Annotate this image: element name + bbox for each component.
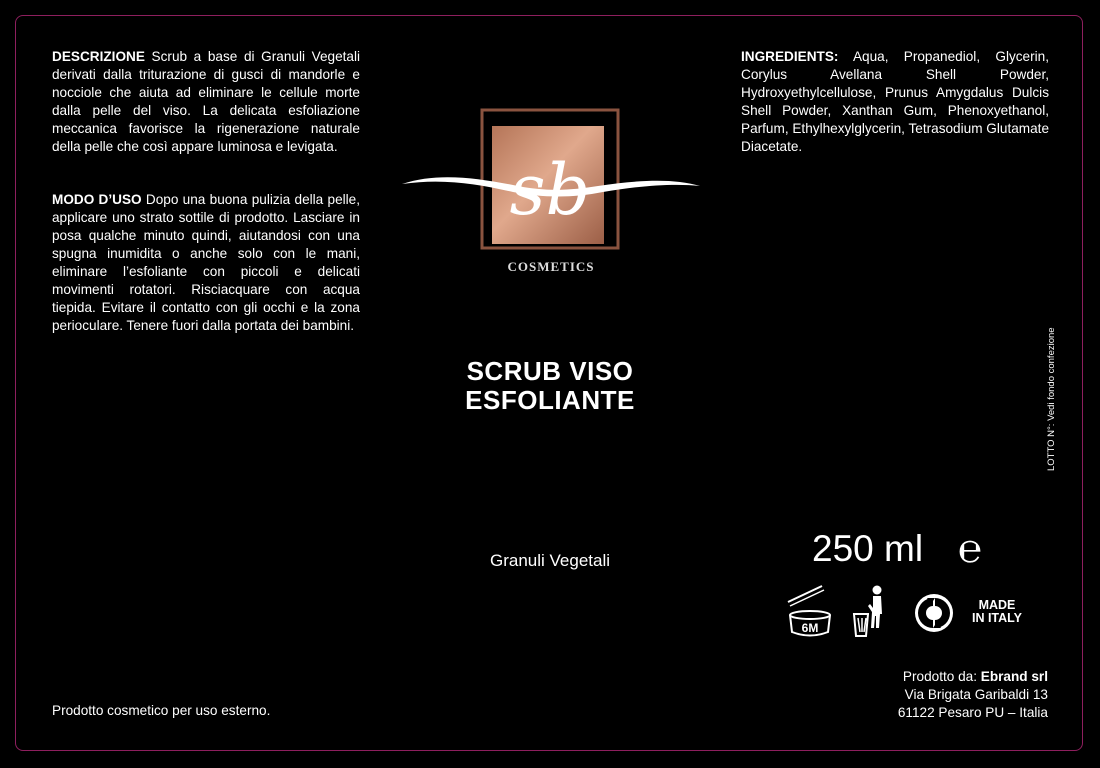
product-title	[400, 357, 700, 415]
description-paragraph	[52, 48, 360, 156]
net-volume: 250 ml	[812, 528, 924, 569]
usage-paragraph	[52, 191, 360, 335]
description-text: Scrub a base di Granuli Vegetali derivati dalla triturazione di gusci di mandorle e nocciole che aiuta ad eliminare le cellule morte dalla pelle del viso. La delicata esfoliazione meccanica favorisce la rigenerazione naturale della pelle che così appare luminosa e levigata.	[52, 49, 361, 154]
pao-label: 6M	[801, 621, 819, 635]
sb-cosmetics-logo	[398, 106, 704, 278]
made-in-italy-badge	[964, 599, 1030, 625]
producer-address-line1: Via Brigata Garibaldi 13	[904, 687, 1048, 702]
ingredients-heading: INGREDIENTS:	[741, 49, 839, 64]
recycle-bin-icon	[852, 584, 892, 640]
ingredients-text: Aqua, Propanediol, Glycerin, Corylus Avellana Shell Powder, Hydroxyethylcellulose, Prunus Amygdalus Dulcis Shell Powder, Xanthan Gum, Phenoxyethanol, Parfum, Ethylhexylglycerin, Tetrasodium Glutamate Diacetate.	[741, 49, 1050, 154]
product-title-line1: SCRUB VISO	[466, 356, 634, 386]
product-subtitle: Granuli Vegetali	[489, 551, 611, 570]
lot-number: LOTTO N°: Vedi fondo confezione	[1046, 327, 1057, 471]
usage-text: Dopo una buona pulizia della pelle, applicare uno strato sottile di prodotto. Lasciare in posa qualche minuto quindi, aiutandosi con una spugna inumidita o anche solo con le mani, eliminare l’esfoliante con piccoli e delicati movimenti rotatori. Risciacquare con acqua tiepida. Evitare il contatto con gli occhi e la zona perioculare. Tenere fuori dalla portata dei bambini.	[52, 192, 361, 333]
external-use-note: Prodotto cosmetico per uso esterno.	[52, 703, 271, 718]
product-title-line2: ESFOLIANTE	[465, 385, 635, 415]
ingredients-paragraph	[741, 48, 1049, 156]
producer-address-line2: 61122 Pesaro PU – Italia	[897, 705, 1048, 720]
producer-label: Prodotto da:	[902, 669, 977, 684]
logo-wordmark: COSMETICS	[507, 259, 595, 274]
producer-name: Ebrand srl	[980, 669, 1048, 684]
estimated-sign-icon: ℮	[958, 526, 983, 572]
usage-heading: MODO D’USO	[52, 192, 142, 207]
made-in-line2: IN ITALY	[971, 611, 1022, 625]
producer-info	[808, 668, 1048, 722]
description-heading: DESCRIZIONE	[52, 49, 145, 64]
open-jar-icon	[786, 584, 834, 640]
made-in-line1: MADE	[978, 598, 1016, 612]
green-dot-icon	[913, 592, 955, 634]
logo-monogram: sb	[509, 149, 591, 231]
